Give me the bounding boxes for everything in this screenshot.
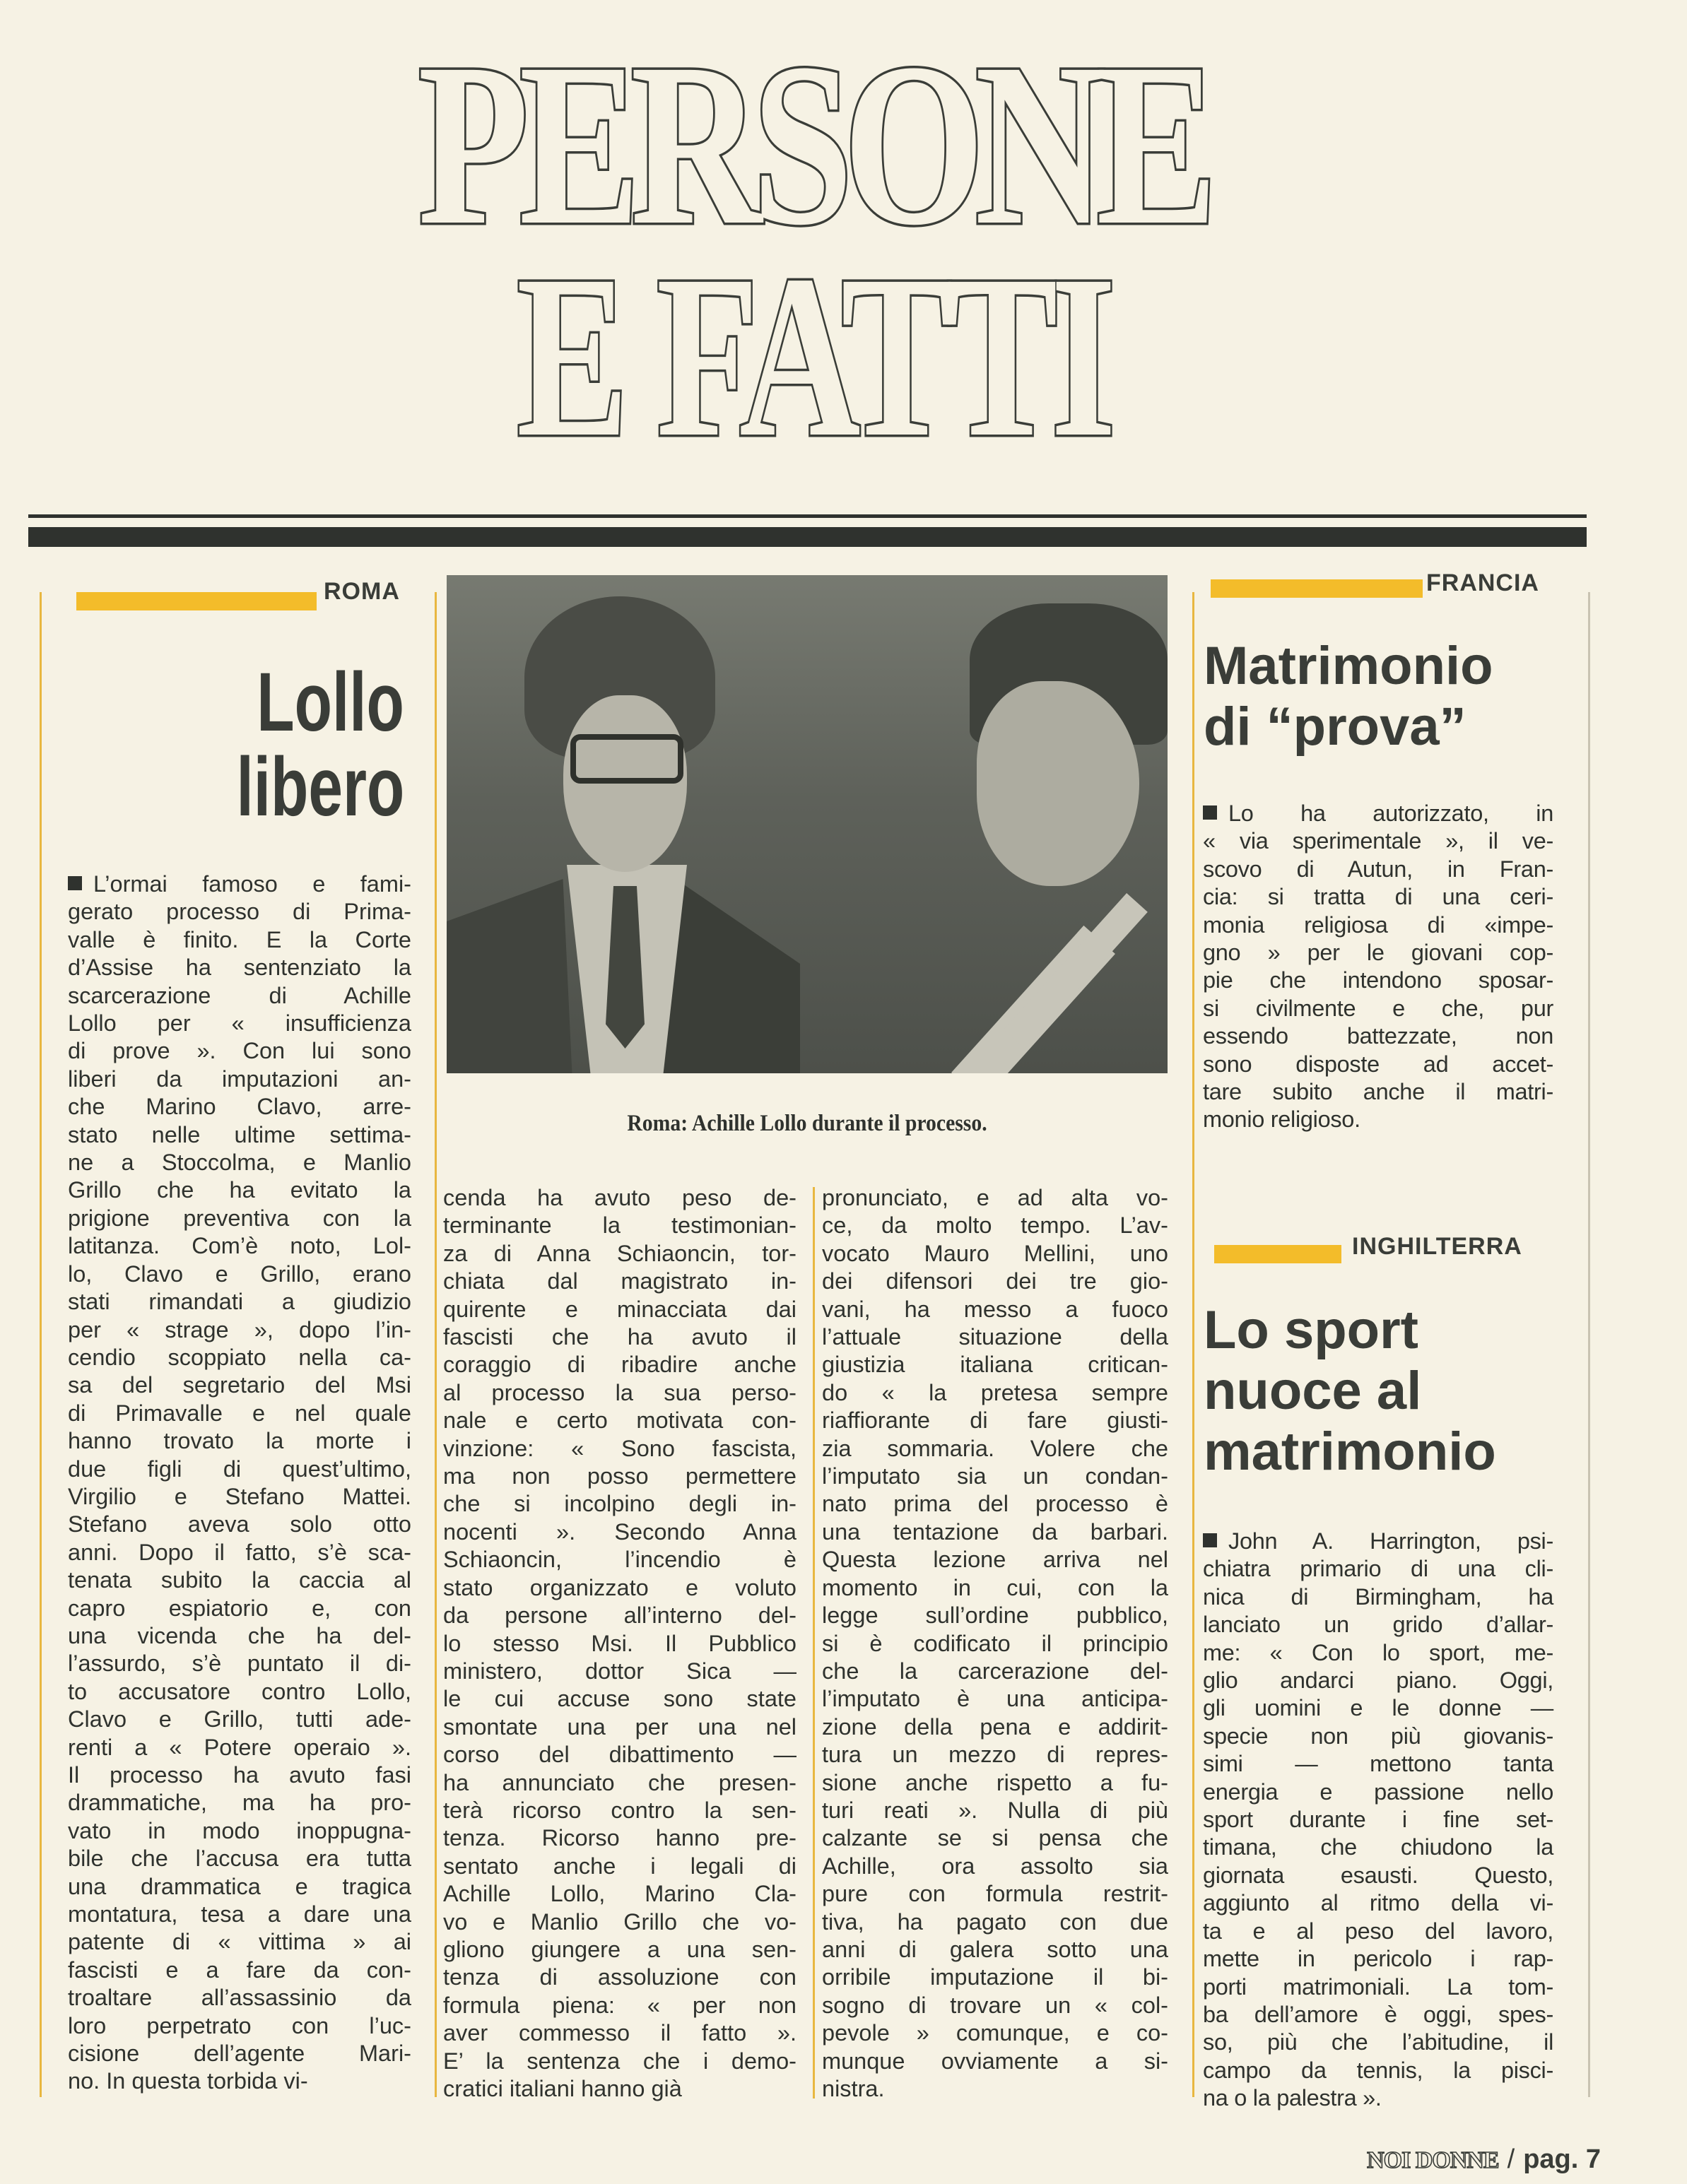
text-line: terminante la testimonian-	[443, 1212, 797, 1239]
text-line: vinzione: « Sono fascista,	[443, 1435, 797, 1461]
text-line: Clavo e Grillo, tutti ade-	[68, 1706, 411, 1733]
text-line: loro perpetrato con l’uc-	[68, 2012, 411, 2038]
text-line: to accusatore contro Lollo,	[68, 1678, 411, 1704]
text-line: gliono giungere a una sen-	[443, 1936, 797, 1962]
text-line: Il processo ha avuto fasi	[68, 1762, 411, 1788]
column-divider	[40, 592, 42, 2097]
text-line: Stefano aveva solo otto	[68, 1511, 411, 1537]
text-line: due figli di quest’ultimo,	[68, 1456, 411, 1482]
text-line: tenza. Ricorso hanno pre-	[443, 1825, 797, 1851]
section-tag-bar	[1214, 1245, 1341, 1263]
text-line: Virgilio e Stefano Mattei.	[68, 1483, 411, 1509]
text-line: pure con formula restrit-	[822, 1881, 1168, 1907]
text-line: giustizia italiana critican-	[822, 1352, 1168, 1378]
masthead-rule-thin	[28, 514, 1587, 518]
text-line: montatura, tesa a dare una	[68, 1901, 411, 1928]
bullet-square-icon	[1203, 805, 1217, 820]
text-line: zione della pena e addirit-	[822, 1713, 1168, 1740]
text-line: cisione dell’agente Mari-	[68, 2041, 411, 2067]
text-line: no. In questa torbida vi-	[68, 2068, 308, 2094]
text-line: timana, che chiudono la	[1203, 1834, 1553, 1860]
text-line: che la carcerazione del-	[822, 1658, 1168, 1684]
text-line: Achille Lollo, Marino Cla-	[443, 1881, 797, 1907]
text-line: legge sull’ordine pubblico,	[822, 1602, 1168, 1629]
text-line: nocenti ». Secondo Anna	[443, 1518, 797, 1545]
text-line: corso del dibattimento —	[443, 1742, 797, 1768]
text-line: vani, ha messo a fuoco	[822, 1296, 1168, 1322]
text-line: latitanza. Com’è noto, Lol-	[68, 1233, 411, 1259]
text-line: aver commesso il fatto ».	[443, 2020, 797, 2046]
article-body-francia	[1203, 800, 1553, 1134]
text-line: lanciato un grido d’allar-	[1203, 1612, 1553, 1638]
bullet-square-icon	[68, 876, 82, 890]
text-line: orribile imputazione il bi-	[822, 1964, 1168, 1990]
magazine-logo: NOI DONNE	[1367, 2147, 1499, 2173]
column-divider	[1588, 592, 1590, 2097]
text-line: ha annunciato che presen-	[443, 1769, 797, 1795]
text-line: na o la palestra ».	[1203, 2085, 1382, 2111]
text-line: ma non posso permettere	[443, 1463, 797, 1489]
headline-line: nuoce al	[1204, 1361, 1422, 1421]
text-line: renti a « Potere operaio ».	[68, 1734, 411, 1760]
text-line: campo da tennis, la pisci-	[1203, 2057, 1553, 2083]
text-line: tenza di assoluzione con	[443, 1964, 797, 1990]
photo-figure-right-belt	[1004, 893, 1148, 1049]
text-line: una drammatica e tragica	[68, 1873, 411, 1899]
page-number: pag. 7	[1523, 2144, 1601, 2174]
news-photo	[447, 575, 1168, 1073]
text-line: nica di Birmingham, ha	[1203, 1583, 1553, 1610]
text-line: Lo ha autorizzato, in	[1203, 800, 1553, 827]
article-body-col1	[68, 870, 411, 2096]
headline-line: Matrimonio	[1204, 636, 1493, 696]
text-line: calzante se si pensa che	[822, 1825, 1168, 1851]
text-line: vo e Manlio Grillo che vo-	[443, 1908, 797, 1935]
text-line: drammatiche, ma ha pro-	[68, 1790, 411, 1816]
text-line: da persone all’interno del-	[443, 1602, 797, 1629]
text-line: l’attuale situazione della	[822, 1324, 1168, 1350]
text-line: so, più che l’abitudine, il	[1203, 2029, 1553, 2055]
text-line: lo, Clavo e Grillo, erano	[68, 1261, 411, 1287]
text-line: cia: si tratta di una ceri-	[1203, 884, 1553, 910]
masthead-title-line2: E FATTI	[516, 228, 1110, 485]
text-line: tare subito anche il matri-	[1203, 1079, 1553, 1105]
text-line: ta e al peso del lavoro,	[1203, 1918, 1553, 1944]
text-line: una vicenda che ha del-	[68, 1622, 411, 1648]
text-line: porti matrimoniali. La tom-	[1203, 1973, 1553, 2000]
text-line: d’Assise ha sentenziato la	[68, 955, 411, 981]
text-line: cratici italiani hanno già	[443, 2076, 682, 2101]
text-line: si civilmente e che, pur	[1203, 995, 1553, 1021]
masthead	[382, 16, 1244, 485]
text-line: quirente e minacciata dai	[443, 1296, 797, 1322]
text-line: stati rimandati a giudizio	[68, 1289, 411, 1315]
text-line: scovo di Autun, in Fran-	[1203, 856, 1553, 882]
text-line: scarcerazione di Achille	[68, 982, 411, 1008]
text-line: cendio scoppiato nella ca-	[68, 1344, 411, 1370]
text-line: formula piena: « per non	[443, 1992, 797, 2018]
masthead-title-line1: PERSONE	[418, 16, 1208, 273]
text-line: me: « Con lo sport, me-	[1203, 1639, 1553, 1665]
bullet-square-icon	[1203, 1533, 1217, 1547]
text-line: sono disposte ad accet-	[1203, 1051, 1553, 1077]
text-line: monio religioso.	[1203, 1106, 1360, 1133]
photo-figure-right-face	[977, 681, 1139, 886]
text-line: sogno di trovare un « col-	[822, 1992, 1168, 2018]
text-line: prigione preventiva con la	[68, 1205, 411, 1231]
text-line: E’ la sentenza che i demo-	[443, 2048, 797, 2074]
text-line: stato nelle ultime settima-	[68, 1121, 411, 1147]
text-line: le cui accuse sono state	[443, 1686, 797, 1712]
masthead-rule-thick	[28, 527, 1587, 547]
text-line: sione anche rispetto a fu-	[822, 1769, 1168, 1795]
section-tag-roma: ROMA	[324, 578, 400, 605]
text-line: bile che l’accusa era tutta	[68, 1846, 411, 1872]
section-tag-francia: FRANCIA	[1426, 569, 1539, 596]
text-line: Achille, ora assolto sia	[822, 1853, 1168, 1879]
text-line: gno » per le giovani cop-	[1203, 940, 1553, 966]
column-divider	[435, 592, 437, 2097]
text-line: al processo la sua perso-	[443, 1379, 797, 1405]
article-body-col3	[822, 1184, 1168, 2103]
text-line: che Marino Clavo, arre-	[68, 1094, 411, 1120]
text-line: monia religiosa di «impe-	[1203, 911, 1553, 938]
footer-separator: /	[1507, 2144, 1515, 2174]
text-line: tenata subito la caccia al	[68, 1567, 411, 1593]
text-line: glio andarci piano. Oggi,	[1203, 1667, 1553, 1694]
text-line: mette in pericolo i rap-	[1203, 1946, 1553, 1972]
text-line: di prove ». Con lui sono	[68, 1038, 411, 1064]
text-line: energia e passione nello	[1203, 1778, 1553, 1805]
text-line: smontate una per una nel	[443, 1713, 797, 1740]
text-line: Grillo che ha evitato la	[68, 1177, 411, 1203]
text-line: anni di galera sotto una	[822, 1936, 1168, 1962]
body-column	[1203, 1528, 1553, 2113]
text-line: patente di « vittima » ai	[68, 1929, 411, 1955]
body-column	[443, 1184, 797, 2103]
text-line: anni. Dopo il fatto, s’è sca-	[68, 1539, 411, 1565]
text-line: una tentazione da barbari.	[822, 1518, 1168, 1545]
photo-caption: Roma: Achille Lollo durante il processo.	[627, 1111, 987, 1136]
text-line: pevole » comunque, e co-	[822, 2020, 1168, 2046]
text-line: di Primavalle e nel quale	[68, 1400, 411, 1426]
text-line: specie non più giovanis-	[1203, 1723, 1553, 1749]
text-line: liberi da imputazioni an-	[68, 1066, 411, 1092]
text-line: munque ovviamente a si-	[822, 2048, 1168, 2074]
section-tag-bar	[76, 592, 317, 610]
text-line: terà ricorso contro la sen-	[443, 1797, 797, 1823]
text-line: l’assurdo, s’è puntato il di-	[68, 1651, 411, 1677]
headline-line: Lo sport	[1204, 1300, 1418, 1360]
photo-figure-left-glasses	[570, 734, 683, 784]
body-column	[68, 870, 411, 2096]
column-divider	[1192, 592, 1194, 2097]
headline-line: di “prova”	[1204, 697, 1466, 757]
text-line: za di Anna Schiaoncin, tor-	[443, 1240, 797, 1266]
text-line: momento in cui, con la	[822, 1574, 1168, 1600]
text-line: ba dell’amore è oggi, spes-	[1203, 2001, 1553, 2027]
text-line: nato prima del processo è	[822, 1491, 1168, 1517]
text-line: sport durante i fine set-	[1203, 1807, 1553, 1833]
text-line: riaffiorante di fare giusti-	[822, 1407, 1168, 1434]
text-line: essendo battezzate, non	[1203, 1023, 1553, 1049]
section-tag-bar	[1211, 579, 1423, 598]
text-line: dei difensori dei tre gio-	[822, 1268, 1168, 1294]
headline-line: libero	[236, 740, 404, 834]
headline-line: matrimonio	[1204, 1422, 1496, 1482]
text-line: per « strage », dopo l’in-	[68, 1316, 411, 1342]
text-line: do « la pretesa sempre	[822, 1379, 1168, 1405]
headline-line: Lollo	[257, 656, 404, 749]
text-line: capro espiatorio e, con	[68, 1595, 411, 1621]
text-line: fascisti che ha avuto il	[443, 1324, 797, 1350]
text-line: Schiaoncin, l’incendio è	[443, 1547, 797, 1573]
text-line: ministero, dottor Sica —	[443, 1658, 797, 1684]
text-line: Lollo per « insufficienza	[68, 1010, 411, 1037]
text-line: valle è finito. E la Corte	[68, 926, 411, 952]
text-line: che si incolpino degli in-	[443, 1491, 797, 1517]
text-line: chiatra primario di una cli-	[1203, 1556, 1553, 1582]
text-line: aggiunto al ritmo della vi-	[1203, 1890, 1553, 1916]
text-line: nale e certo motivata con-	[443, 1407, 797, 1434]
text-line: lo stesso Msi. Il Pubblico	[443, 1630, 797, 1656]
text-line: L’ormai famoso e fami-	[68, 870, 411, 898]
body-column	[1203, 800, 1553, 1134]
text-line: cenda ha avuto peso de-	[443, 1185, 797, 1210]
text-line: pie che intendono sposar-	[1203, 967, 1553, 993]
text-line: pronunciato, e ad alta vo-	[822, 1185, 1168, 1210]
text-line: sentato anche i legali di	[443, 1853, 797, 1879]
text-line: simi — mettono tanta	[1203, 1751, 1553, 1777]
photo-figure-left-face	[563, 695, 687, 872]
text-line: coraggio di ribadire anche	[443, 1352, 797, 1378]
text-line: Questa lezione arriva nel	[822, 1547, 1168, 1573]
text-line: chiata dal magistrato in-	[443, 1268, 797, 1294]
text-line: fascisti e a fare da con-	[68, 1956, 411, 1983]
text-line: troaltare all’assassinio da	[68, 1985, 411, 2011]
text-line: ne a Stoccolma, e Manlio	[68, 1150, 411, 1176]
text-line: hanno trovato la morte i	[68, 1428, 411, 1454]
body-column	[822, 1184, 1168, 2103]
text-line: stato organizzato e voluto	[443, 1574, 797, 1600]
text-line: zia sommaria. Volere che	[822, 1435, 1168, 1461]
page-footer	[1367, 2144, 1601, 2175]
text-line: tiva, ha pagato con due	[822, 1908, 1168, 1935]
text-line: si è codificato il principio	[822, 1630, 1168, 1656]
text-line: John A. Harrington, psi-	[1203, 1528, 1553, 1555]
text-line: nistra.	[822, 2076, 885, 2101]
article-body-inghilterra	[1203, 1528, 1553, 2113]
article-body-col2	[443, 1184, 797, 2103]
text-line: l’imputato è una anticipa-	[822, 1686, 1168, 1712]
text-line: turi reati ». Nulla di più	[822, 1797, 1168, 1823]
text-line: l’imputato sia un condan-	[822, 1463, 1168, 1489]
text-line: ce, da molto tempo. L’av-	[822, 1212, 1168, 1239]
text-line: vocato Mauro Mellini, uno	[822, 1240, 1168, 1266]
text-line: tura un mezzo di repres-	[822, 1742, 1168, 1768]
text-line: sa del segretario del Msi	[68, 1372, 411, 1398]
text-line: « via sperimentale », il ve-	[1203, 828, 1553, 854]
column-divider	[813, 1187, 815, 2099]
text-line: gerato processo di Prima-	[68, 899, 411, 925]
section-tag-inghilterra: INGHILTERRA	[1352, 1233, 1522, 1260]
text-line: gli uomini e le donne —	[1203, 1695, 1553, 1721]
text-line: giornata esausti. Questo,	[1203, 1862, 1553, 1888]
text-line: vato in modo inoppugna-	[68, 1817, 411, 1843]
